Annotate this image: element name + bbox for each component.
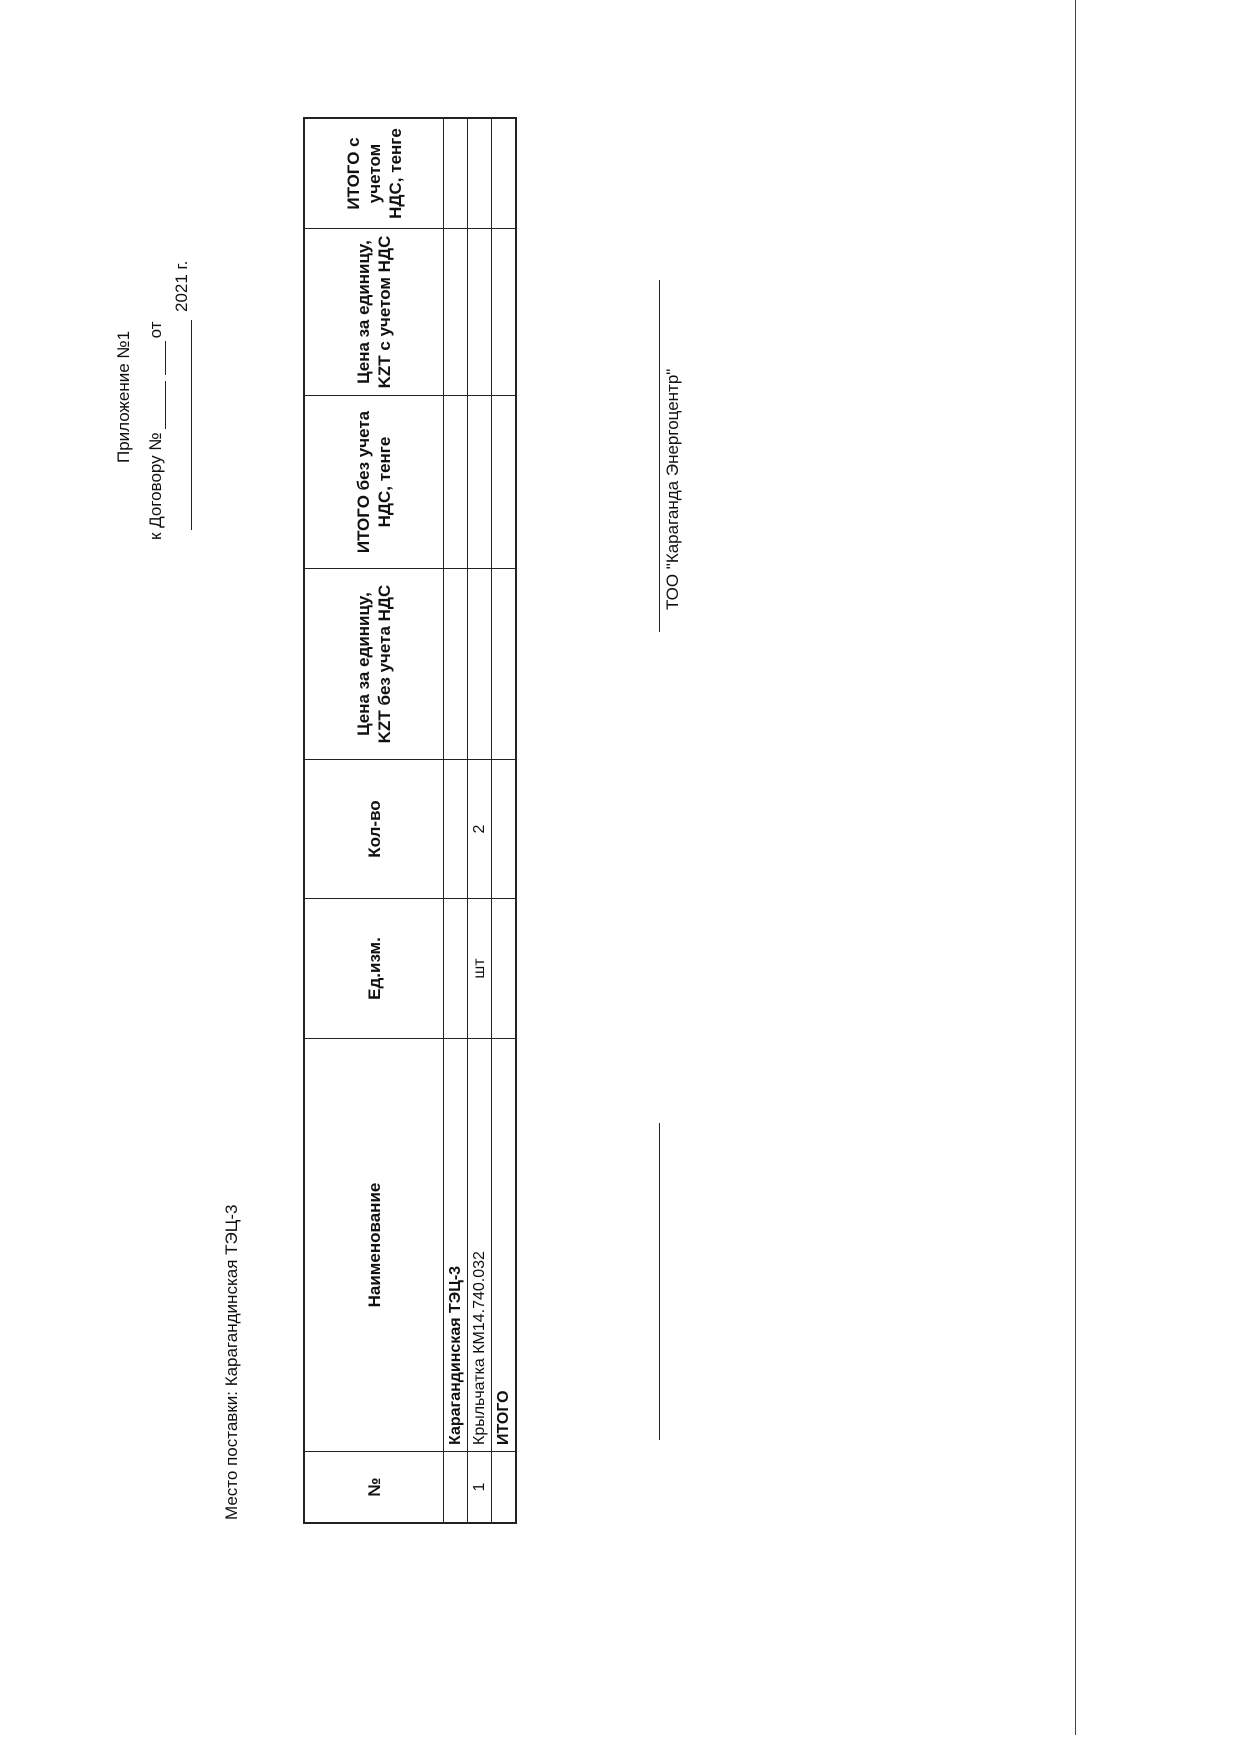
row-total-vat: [468, 118, 492, 229]
section-cell: [444, 396, 468, 569]
column-header-unit: Ед.изм.: [304, 899, 444, 1039]
organization-name: ТОО "Караганда Энергоцентр": [663, 368, 682, 610]
section-cell: [444, 899, 468, 1039]
section-row: [444, 118, 468, 1523]
section-cell: [444, 760, 468, 899]
contract-number-blank: [149, 381, 166, 429]
signature-line-buyer: [659, 1123, 660, 1440]
section-cell: [444, 118, 468, 229]
column-header-unit-price-vat: Цена за единицу, KZT с учетом НДС: [304, 229, 444, 396]
row-number: 1: [468, 1452, 492, 1524]
specification-table-wrapper: [303, 128, 517, 1524]
contract-date-underline: [175, 320, 192, 530]
appendix-title: Приложение №1: [114, 330, 133, 463]
contract-date-blank: [149, 341, 166, 375]
section-cell: [444, 229, 468, 396]
column-header-quantity: Кол-во: [304, 760, 444, 899]
section-cell: [444, 569, 468, 760]
row-unit: шт: [468, 899, 492, 1039]
total-cell: [492, 899, 517, 1039]
total-cell: [492, 229, 517, 396]
total-cell: [492, 569, 517, 760]
row-name: Крыльчатка КМ14.740.032: [468, 1039, 492, 1452]
row-quantity: 2: [468, 760, 492, 899]
contract-number-line: [146, 322, 166, 541]
row-total: [468, 396, 492, 569]
contract-year: 2021 г.: [172, 260, 191, 312]
contract-date-line: [172, 261, 192, 530]
total-row: [492, 118, 517, 1523]
total-cell: [492, 396, 517, 569]
column-header-unit-price: Цена за единицу, KZT без учета НДС: [304, 569, 444, 760]
specification-table: [303, 117, 517, 1524]
row-unit-price: [468, 569, 492, 760]
table-header-row: [304, 118, 444, 1523]
column-header-number: №: [304, 1452, 444, 1524]
contract-prefix: к Договору №: [146, 432, 165, 540]
column-header-total-vat: ИТОГО с учетом НДС, тенге: [304, 118, 444, 229]
contract-from: от: [146, 321, 165, 339]
column-header-total: ИТОГО без учета НДС, тенге: [304, 396, 444, 569]
delivery-place: Место поставки: Карагандинская ТЭЦ-3: [222, 1204, 241, 1520]
section-title: Карагандинская ТЭЦ-3: [444, 1039, 468, 1452]
column-header-name: Наименование: [304, 1039, 444, 1452]
table-row: [468, 118, 492, 1523]
row-unit-price-vat: [468, 229, 492, 396]
total-cell: [492, 760, 517, 899]
section-number-cell: [444, 1452, 468, 1524]
total-label: ИТОГО: [492, 1039, 517, 1452]
page-right-border: [1075, 0, 1076, 1735]
signature-line-supplier: [659, 280, 660, 632]
total-number-cell: [492, 1452, 517, 1524]
total-cell: [492, 118, 517, 229]
